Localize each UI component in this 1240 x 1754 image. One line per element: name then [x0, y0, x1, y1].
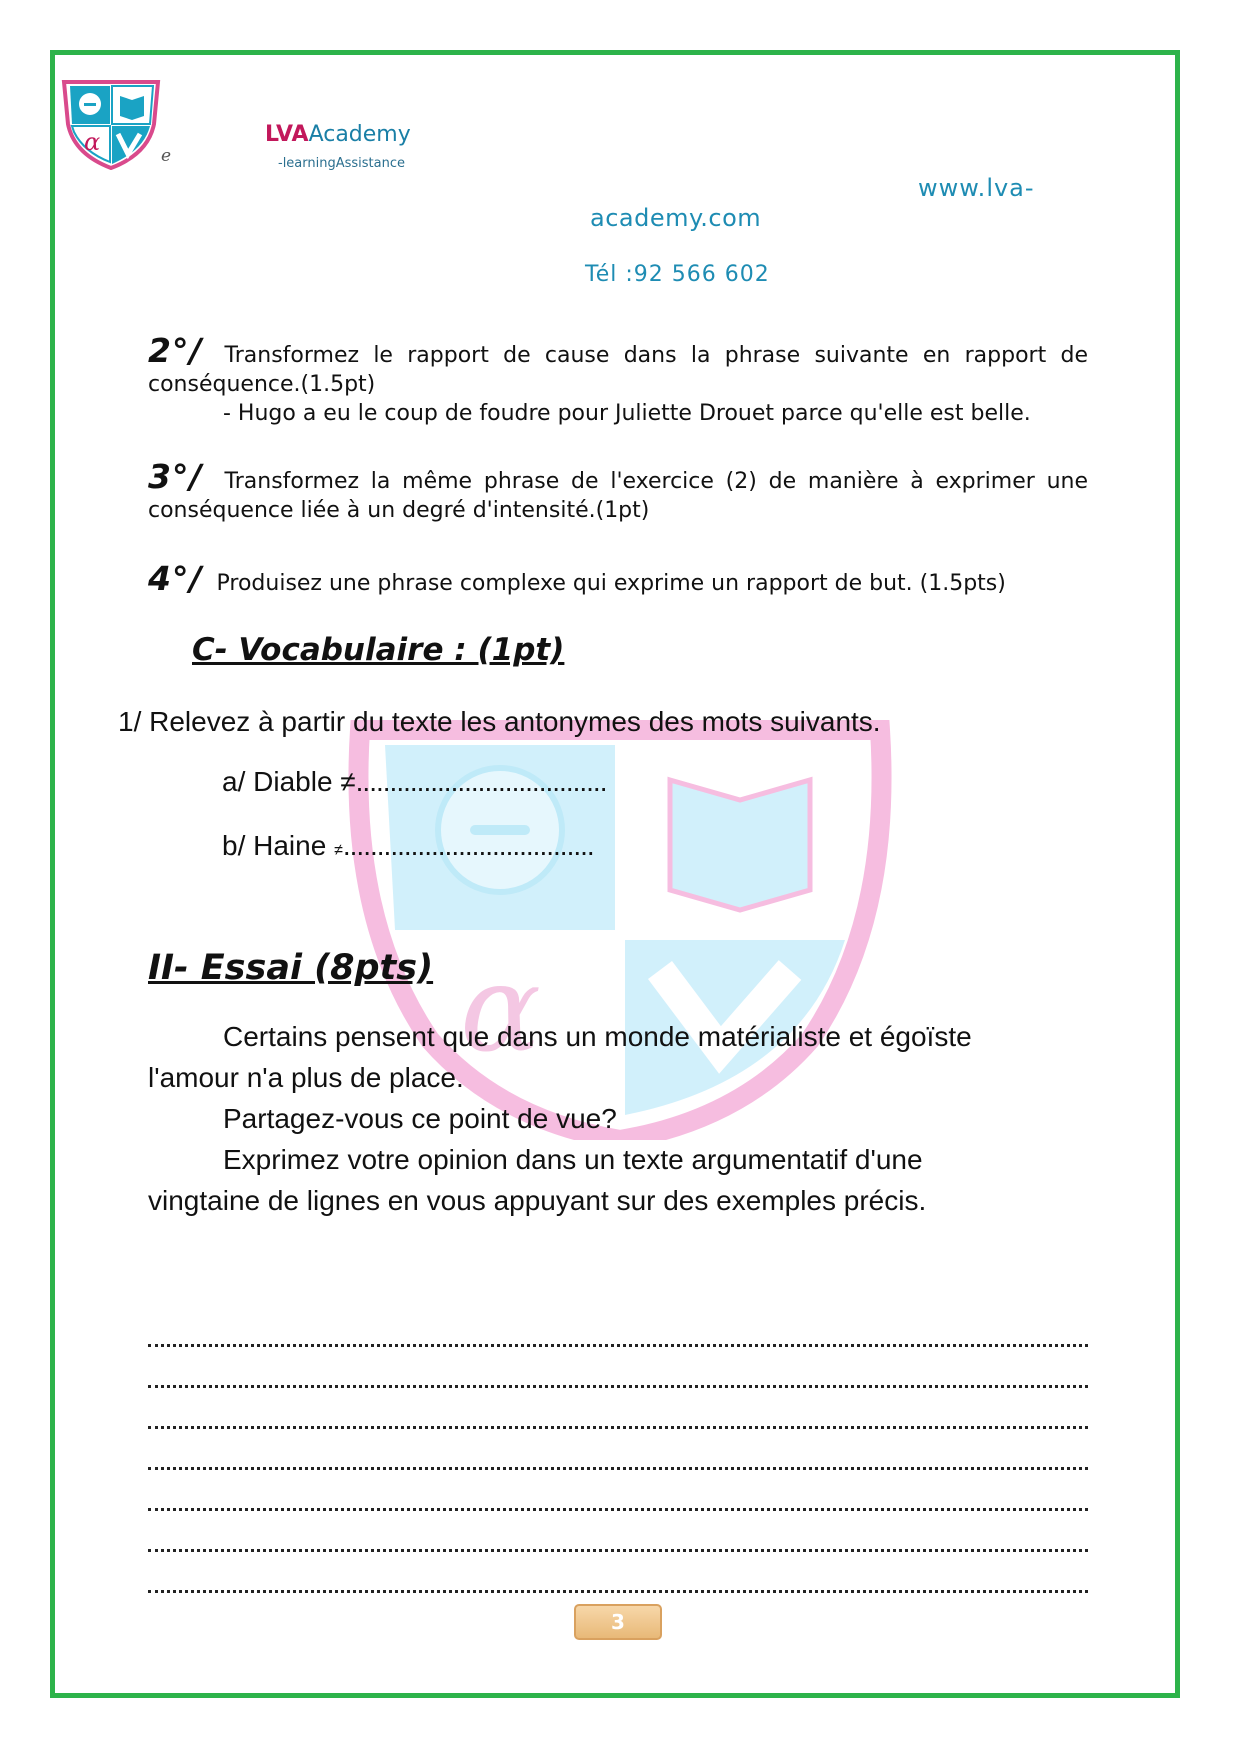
answer-line[interactable]: [148, 1388, 1088, 1429]
antonym-item-a: [222, 766, 607, 798]
section-vocabulary-title: C- Vocabulaire : (1pt): [192, 632, 565, 668]
brand-lva: LVA: [265, 122, 309, 147]
essay-paragraph-3-cont: vingtaine de lignes en vous appuyant sur des exemples précis.: [148, 1185, 927, 1216]
question-number: 3°/: [148, 457, 203, 496]
question-number: 2°/: [148, 331, 203, 370]
svg-text:α: α: [460, 940, 542, 1079]
essay-paragraph-3: Exprimez votre opinion dans un texte argumentatif d'une: [223, 1144, 923, 1175]
lva-academy-shield-logo: [58, 78, 164, 170]
answer-line[interactable]: [148, 1552, 1088, 1593]
answer-line[interactable]: [148, 1347, 1088, 1388]
answer-lines[interactable]: [148, 1306, 1088, 1593]
phone-number: Tél :92 566 602: [585, 262, 770, 287]
question-example: - Hugo a eu le coup de foudre pour Juliette Drouet parce qu'elle est belle.: [223, 401, 1031, 426]
antonym-label: a/ Diable ≠: [222, 766, 356, 797]
brand-subtitle: -learningAssistance: [278, 156, 405, 171]
logo-e-letter: e: [161, 146, 172, 166]
section-essay-title: II- Essai (8pts): [148, 948, 434, 988]
brand-name: [265, 122, 411, 147]
website-part1[interactable]: www.lva-: [918, 174, 1035, 202]
website-part2[interactable]: academy.com: [590, 204, 762, 232]
question-3: [148, 457, 1088, 525]
answer-blank[interactable]: .....................................: [355, 766, 607, 797]
vocabulary-instruction: 1/ Relevez à partir du texte les antonymes des mots suivants.: [118, 706, 881, 737]
antonym-item-b: [222, 830, 594, 862]
answer-line[interactable]: [148, 1470, 1088, 1511]
answer-line[interactable]: [148, 1429, 1088, 1470]
question-text: Produisez une phrase complexe qui exprime un rapport de but. (1.5pts): [216, 571, 1006, 596]
brand-academy: Academy: [308, 122, 411, 147]
answer-line[interactable]: [148, 1306, 1088, 1347]
not-equal-symbol: ≠: [334, 842, 343, 859]
essay-prompt: [148, 1016, 1068, 1221]
page-number: 3: [574, 1604, 662, 1640]
answer-line[interactable]: [148, 1511, 1088, 1552]
antonym-label: b/ Haine: [222, 830, 335, 861]
question-text: Transformez la même phrase de l'exercice (2) de manière à exprimer une conséquence liée à un degré d'intensité.(1pt): [148, 469, 1088, 523]
essay-paragraph-1: Certains pensent que dans un monde matérialiste et égoïste: [223, 1021, 972, 1052]
question-4: [148, 559, 1088, 598]
question-text: Transformez le rapport de cause dans la phrase suivante en rapport de conséquence.(1.5pt): [148, 343, 1088, 397]
answer-blank[interactable]: .....................................: [342, 830, 594, 861]
svg-text:α: α: [84, 128, 101, 156]
question-2: [148, 331, 1088, 428]
question-number: 4°/: [148, 559, 203, 598]
essay-paragraph-1-cont: l'amour n'a plus de place.: [148, 1062, 464, 1093]
essay-paragraph-2: Partagez-vous ce point de vue?: [223, 1103, 617, 1134]
